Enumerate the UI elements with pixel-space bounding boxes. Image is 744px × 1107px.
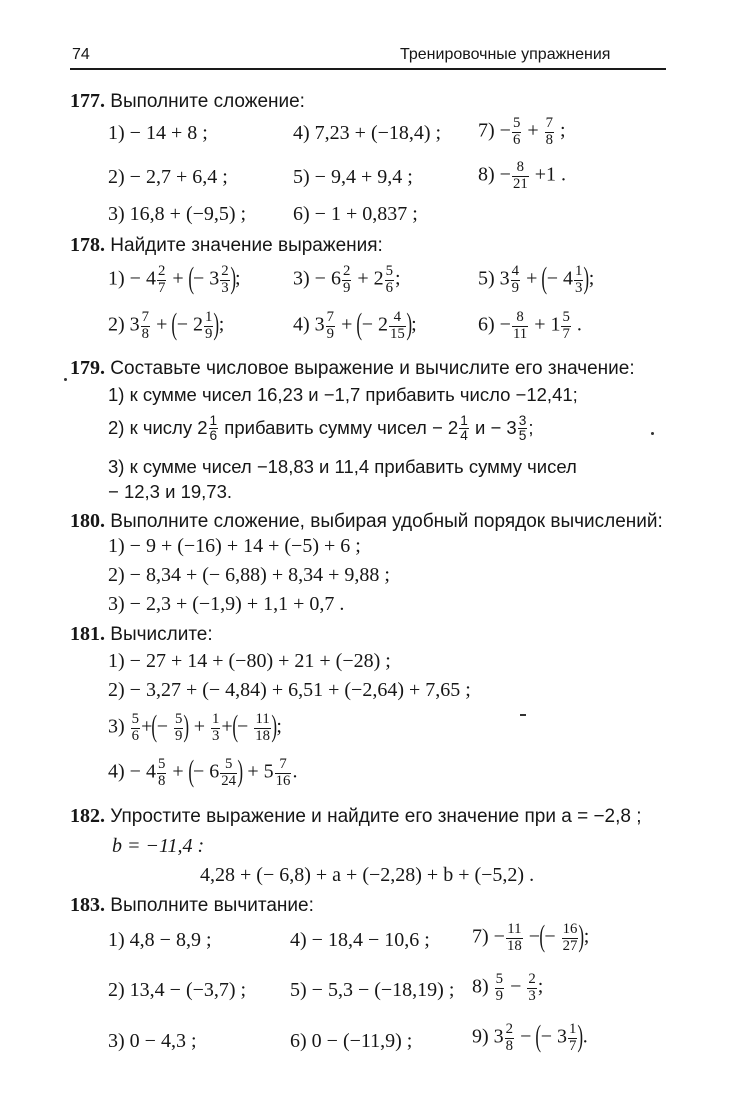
ex180-line-2: 2) − 8,34 + (− 6,88) + 8,34 + 9,88 ; bbox=[108, 564, 390, 586]
ex183-item-9: 9) 3 $\frac{2}{8}$ − (− 3 $\frac{1}{7}$ ). bbox=[472, 1018, 588, 1054]
ex178-item-5: 5) 3 $\frac{4}{9}$ + (− 4 $\frac{1}{3}$ ); bbox=[478, 260, 595, 296]
fraction bbox=[385, 264, 394, 296]
ex183-item-1: 1) 4,8 − 8,9 ; bbox=[108, 929, 212, 951]
numerator: 5 bbox=[562, 309, 570, 325]
ex178-item-2: 2) 3 $\frac{7}{8}$ + (− 2 $\frac{1}{9}$ ); bbox=[108, 306, 225, 342]
numerator: 5 bbox=[157, 756, 166, 772]
terminator: . bbox=[576, 313, 582, 336]
fraction bbox=[568, 1022, 577, 1054]
numerator: 11 bbox=[255, 711, 270, 727]
item-prefix: 1) − 4 bbox=[108, 267, 156, 290]
numerator: 5 bbox=[131, 711, 140, 727]
line-text: прибавить сумму чисел − 2 bbox=[224, 416, 459, 438]
fraction bbox=[527, 972, 536, 1004]
numerator: 5 bbox=[512, 115, 521, 131]
close-paren: ) bbox=[183, 708, 190, 744]
numerator: 16 bbox=[562, 921, 578, 937]
exercise-number: 182. bbox=[70, 805, 105, 827]
exercise-title: Упростите выражение и найдите его значение при a = −2,8 ; bbox=[110, 806, 642, 827]
fraction bbox=[157, 264, 166, 296]
terminator: ; bbox=[218, 313, 225, 336]
section-title: Тренировочные упражнения bbox=[400, 46, 611, 63]
item-prefix: 4) − 4 bbox=[108, 760, 156, 783]
exercise-181-heading bbox=[70, 623, 213, 646]
item-prefix: 2) 3 bbox=[108, 313, 140, 336]
terminator: ; bbox=[537, 975, 544, 998]
numerator: 11 bbox=[507, 921, 522, 937]
ex179-line-1: 1) к сумме чисел 16,23 и −1,7 прибавить число −12,41; bbox=[108, 384, 578, 405]
item-prefix: 3) − 6 bbox=[293, 267, 341, 290]
fraction bbox=[275, 757, 292, 789]
terminator: ; bbox=[234, 267, 241, 290]
ex181-line-1: 1) − 27 + 14 + (−80) + 21 + (−28) ; bbox=[108, 650, 391, 672]
exercise-number: 183. bbox=[70, 894, 105, 916]
ex178-item-1: 1) − 4 $\frac{2}{7}$ + (− 3 $\frac{2}{3}$ ); bbox=[108, 260, 241, 296]
fraction bbox=[204, 310, 213, 342]
numerator: 7 bbox=[275, 757, 292, 774]
denominator: 11 bbox=[512, 325, 528, 342]
ex179-line-4: − 12,3 и 19,73. bbox=[108, 481, 232, 502]
terminator: . bbox=[582, 1025, 588, 1048]
numerator: 4 bbox=[511, 263, 520, 279]
denominator: 3 bbox=[528, 987, 536, 1004]
item-prefix: 4) 3 bbox=[293, 313, 325, 336]
fraction bbox=[254, 712, 271, 744]
exercise-title: Выполните сложение, выбирая удобный порядок вычислений: bbox=[110, 511, 663, 532]
ex183-item-3: 3) 0 − 4,3 ; bbox=[108, 1030, 197, 1052]
open-paren: ( bbox=[541, 260, 548, 296]
numerator: 5 bbox=[385, 263, 394, 279]
fraction bbox=[141, 310, 150, 342]
ex183-item-7: 7) − $\frac{11}{18}$ −(− $\frac{16}{27}$ ); bbox=[472, 918, 590, 954]
numerator: 1 bbox=[209, 413, 218, 428]
fraction bbox=[561, 310, 570, 342]
ex178-item-3 bbox=[293, 264, 401, 296]
denominator: 16 bbox=[275, 772, 291, 789]
mixed-whole: + 1 bbox=[534, 313, 561, 336]
ex177-item-2: 2) − 2,7 + 6,4 ; bbox=[108, 166, 228, 188]
mixed-whole: − 6 bbox=[192, 760, 220, 783]
exercise-179-heading bbox=[70, 357, 635, 380]
item-prefix: 6) − bbox=[478, 313, 511, 336]
open-paren: ( bbox=[539, 918, 546, 954]
terminator: ; bbox=[395, 267, 401, 290]
close-paren: ) bbox=[406, 306, 412, 342]
open-paren: ( bbox=[187, 753, 194, 789]
ex183-item-2: 2) 13,4 − (−3,7) ; bbox=[108, 979, 247, 1001]
stray-mark bbox=[64, 378, 67, 381]
item-prefix: 8) − bbox=[478, 163, 511, 186]
ex177-item-1: 1) − 14 + 8 ; bbox=[108, 122, 208, 144]
fraction bbox=[459, 414, 469, 444]
numerator: 2 bbox=[221, 263, 229, 279]
mixed-whole: − 3 bbox=[192, 267, 220, 290]
exercise-number: 180. bbox=[70, 510, 105, 532]
ex183-item-4: 4) − 18,4 − 10,6 ; bbox=[290, 929, 430, 951]
fraction bbox=[157, 757, 166, 789]
mixed-whole: − 4 bbox=[546, 267, 573, 290]
denominator: 9 bbox=[511, 279, 520, 296]
close-paren: ) bbox=[271, 708, 278, 744]
operator: − bbox=[510, 975, 522, 998]
close-paren: ) bbox=[213, 306, 220, 342]
ex183-item-6: 6) 0 − (−11,9) ; bbox=[290, 1030, 413, 1052]
exercise-183-heading bbox=[70, 894, 314, 917]
exercise-title: Выполните сложение: bbox=[110, 91, 305, 112]
ex180-line-1: 1) − 9 + (−16) + 14 + (−5) + 6 ; bbox=[108, 535, 361, 557]
ex179-line-3: 3) к сумме чисел −18,83 и 11,4 прибавить сумму чисел bbox=[108, 456, 577, 477]
exercise-180-heading bbox=[70, 510, 663, 533]
item-prefix: 7) − bbox=[478, 119, 511, 142]
denominator: 3 bbox=[211, 727, 220, 744]
numerator: 7 bbox=[545, 115, 554, 131]
fraction bbox=[220, 757, 237, 789]
stray-mark bbox=[651, 432, 654, 435]
ex181-line-2: 2) − 3,27 + (− 4,84) + 6,51 + (−2,64) + 7,65 ; bbox=[108, 679, 471, 701]
numerator: 4 bbox=[389, 310, 406, 327]
numerator: 2 bbox=[528, 971, 536, 987]
operator: + bbox=[141, 715, 153, 738]
fraction bbox=[511, 264, 520, 296]
exercise-number: 179. bbox=[70, 357, 105, 379]
terminator: ; bbox=[560, 119, 566, 142]
open-paren: ( bbox=[151, 708, 158, 744]
fraction bbox=[389, 310, 406, 342]
numerator: 1 bbox=[568, 1021, 577, 1037]
terminator: . bbox=[292, 760, 298, 783]
fraction bbox=[342, 264, 351, 296]
fraction bbox=[326, 310, 335, 342]
open-paren: ( bbox=[535, 1018, 542, 1054]
fraction bbox=[131, 712, 140, 744]
denominator: 6 bbox=[512, 131, 521, 148]
denominator: 9 bbox=[204, 325, 213, 342]
denominator: 8 bbox=[141, 325, 150, 342]
denominator: 3 bbox=[574, 279, 583, 296]
stray-mark bbox=[520, 714, 526, 716]
line-text: 2) к числу 2 bbox=[108, 416, 208, 438]
fraction bbox=[506, 922, 523, 954]
terminator: ; bbox=[588, 267, 595, 290]
close-paren: ) bbox=[229, 260, 236, 296]
open-paren: ( bbox=[231, 708, 238, 744]
denominator: 6 bbox=[131, 727, 140, 744]
terminator: ; bbox=[528, 416, 534, 438]
ex178-item-6 bbox=[478, 310, 582, 342]
operator: − bbox=[156, 715, 168, 738]
numerator: 3 bbox=[518, 413, 527, 428]
denominator: 4 bbox=[460, 428, 468, 444]
denominator: 9 bbox=[326, 325, 335, 342]
exercise-177-heading bbox=[70, 90, 305, 113]
ex183-item-5: 5) − 5,3 − (−18,19) ; bbox=[290, 979, 455, 1001]
item-prefix: 7) − bbox=[472, 925, 505, 948]
mixed-whole: − 2 bbox=[176, 313, 203, 336]
numerator: 2 bbox=[157, 263, 166, 279]
ex181-line-4: 4) − 4 $\frac{5}{8}$ + (− 6 $\frac{5}{24}$ ) + 5 $\frac{7}{16}$ . bbox=[108, 753, 298, 789]
exercise-title: Вычислите: bbox=[110, 624, 213, 645]
item-suffix: +1 . bbox=[534, 163, 567, 186]
page-number: 74 bbox=[72, 46, 90, 63]
numerator: 1 bbox=[211, 711, 220, 727]
numerator: 5 bbox=[495, 971, 504, 987]
denominator: 15 bbox=[389, 325, 405, 342]
denominator: 7 bbox=[562, 325, 570, 342]
operator: + bbox=[193, 715, 205, 738]
fraction bbox=[512, 116, 521, 148]
numerator: 1 bbox=[460, 413, 468, 428]
terminator: ; bbox=[276, 715, 282, 738]
terminator: ; bbox=[411, 313, 417, 336]
denominator: 6 bbox=[385, 279, 394, 296]
item-prefix: 3) bbox=[108, 715, 125, 738]
denominator: 9 bbox=[342, 279, 351, 296]
fraction bbox=[512, 160, 529, 192]
close-paren: ) bbox=[578, 918, 585, 954]
exercise-number: 177. bbox=[70, 90, 105, 112]
numerator: 1 bbox=[574, 263, 583, 279]
fraction bbox=[174, 712, 183, 744]
operator: − bbox=[528, 925, 541, 948]
exercise-title: Составьте числовое выражение и вычислите его значение: bbox=[110, 358, 635, 379]
item-prefix: 9) 3 bbox=[472, 1025, 504, 1048]
denominator: 27 bbox=[562, 937, 578, 954]
exercise-182-heading bbox=[70, 805, 642, 828]
numerator: 2 bbox=[505, 1021, 514, 1037]
fraction bbox=[211, 712, 220, 744]
operator: + bbox=[221, 715, 233, 738]
header-rule bbox=[70, 68, 666, 70]
mixed-whole: − 3 bbox=[540, 1025, 567, 1048]
mixed-whole: + 2 bbox=[357, 267, 384, 290]
denominator: 18 bbox=[506, 937, 522, 954]
fraction bbox=[574, 264, 583, 296]
close-paren: ) bbox=[577, 1018, 584, 1054]
denominator: 3 bbox=[221, 279, 229, 296]
ex181-line-3: 3) $\frac{5}{6}$ +(− $\frac{5}{9}$ ) + $\frac{1}{3}$ +(− $\frac{11}{18}$ ); bbox=[108, 708, 282, 744]
numerator: 7 bbox=[326, 309, 335, 325]
fraction bbox=[495, 972, 504, 1004]
numerator: 8 bbox=[512, 160, 529, 177]
ex177-item-5: 5) − 9,4 + 9,4 ; bbox=[293, 166, 413, 188]
open-paren: ( bbox=[171, 306, 178, 342]
open-paren: ( bbox=[356, 306, 363, 342]
ex183-item-8 bbox=[472, 972, 543, 1004]
item-prefix: 5) 3 bbox=[478, 267, 510, 290]
ex177-item-6: 6) − 1 + 0,837 ; bbox=[293, 203, 418, 225]
mixed-whole: + 5 bbox=[247, 760, 274, 783]
fraction bbox=[518, 414, 528, 444]
numerator: 8 bbox=[512, 310, 528, 327]
numerator: 1 bbox=[204, 309, 213, 325]
denominator: 18 bbox=[255, 727, 271, 744]
fraction bbox=[562, 922, 579, 954]
ex177-item-3: 3) 16,8 + (−9,5) ; bbox=[108, 203, 247, 225]
denominator: 21 bbox=[512, 175, 528, 192]
denominator: 5 bbox=[518, 428, 527, 444]
ex179-line-2 bbox=[108, 414, 533, 444]
fraction bbox=[505, 1022, 514, 1054]
item-prefix: 8) bbox=[472, 975, 489, 998]
numerator: 5 bbox=[220, 757, 237, 774]
denominator: 8 bbox=[505, 1037, 514, 1054]
numerator: 7 bbox=[141, 309, 150, 325]
fraction bbox=[209, 414, 219, 444]
ex177-item-8 bbox=[478, 160, 566, 192]
terminator: ; bbox=[583, 925, 590, 948]
denominator: 9 bbox=[174, 727, 183, 744]
denominator: 6 bbox=[209, 428, 218, 444]
operator: + bbox=[527, 119, 539, 142]
mixed-whole: − 2 bbox=[361, 313, 388, 336]
fraction bbox=[545, 116, 554, 148]
fraction bbox=[512, 310, 528, 342]
close-paren: ) bbox=[583, 260, 590, 296]
denominator: 7 bbox=[157, 279, 166, 296]
ex182-line-1: b = −11,4 : bbox=[112, 835, 205, 857]
fraction bbox=[220, 264, 229, 296]
denominator: 24 bbox=[221, 772, 237, 789]
exercise-number: 181. bbox=[70, 623, 105, 645]
denominator: 7 bbox=[568, 1037, 577, 1054]
exercise-title: Найдите значение выражения: bbox=[110, 235, 383, 256]
ex182-formula: 4,28 + (− 6,8) + a + (−2,28) + b + (−5,2) . bbox=[200, 864, 535, 886]
open-paren: ( bbox=[187, 260, 194, 296]
numerator: 5 bbox=[174, 711, 183, 727]
line-text: и − 3 bbox=[474, 416, 517, 438]
ex178-item-4: 4) 3 $\frac{7}{9}$ + (− 2 $\frac{4}{15}$ ); bbox=[293, 306, 417, 342]
exercise-178-heading bbox=[70, 234, 383, 257]
ex177-item-7 bbox=[478, 116, 566, 148]
numerator: 2 bbox=[342, 263, 351, 279]
exercise-title: Выполните вычитание: bbox=[110, 895, 314, 916]
denominator: 8 bbox=[157, 772, 166, 789]
close-paren: ) bbox=[237, 753, 244, 789]
ex177-item-4: 4) 7,23 + (−18,4) ; bbox=[293, 122, 442, 144]
ex180-line-3: 3) − 2,3 + (−1,9) + 1,1 + 0,7 . bbox=[108, 593, 345, 615]
denominator: 8 bbox=[545, 131, 554, 148]
denominator: 9 bbox=[495, 987, 504, 1004]
exercise-number: 178. bbox=[70, 234, 105, 256]
